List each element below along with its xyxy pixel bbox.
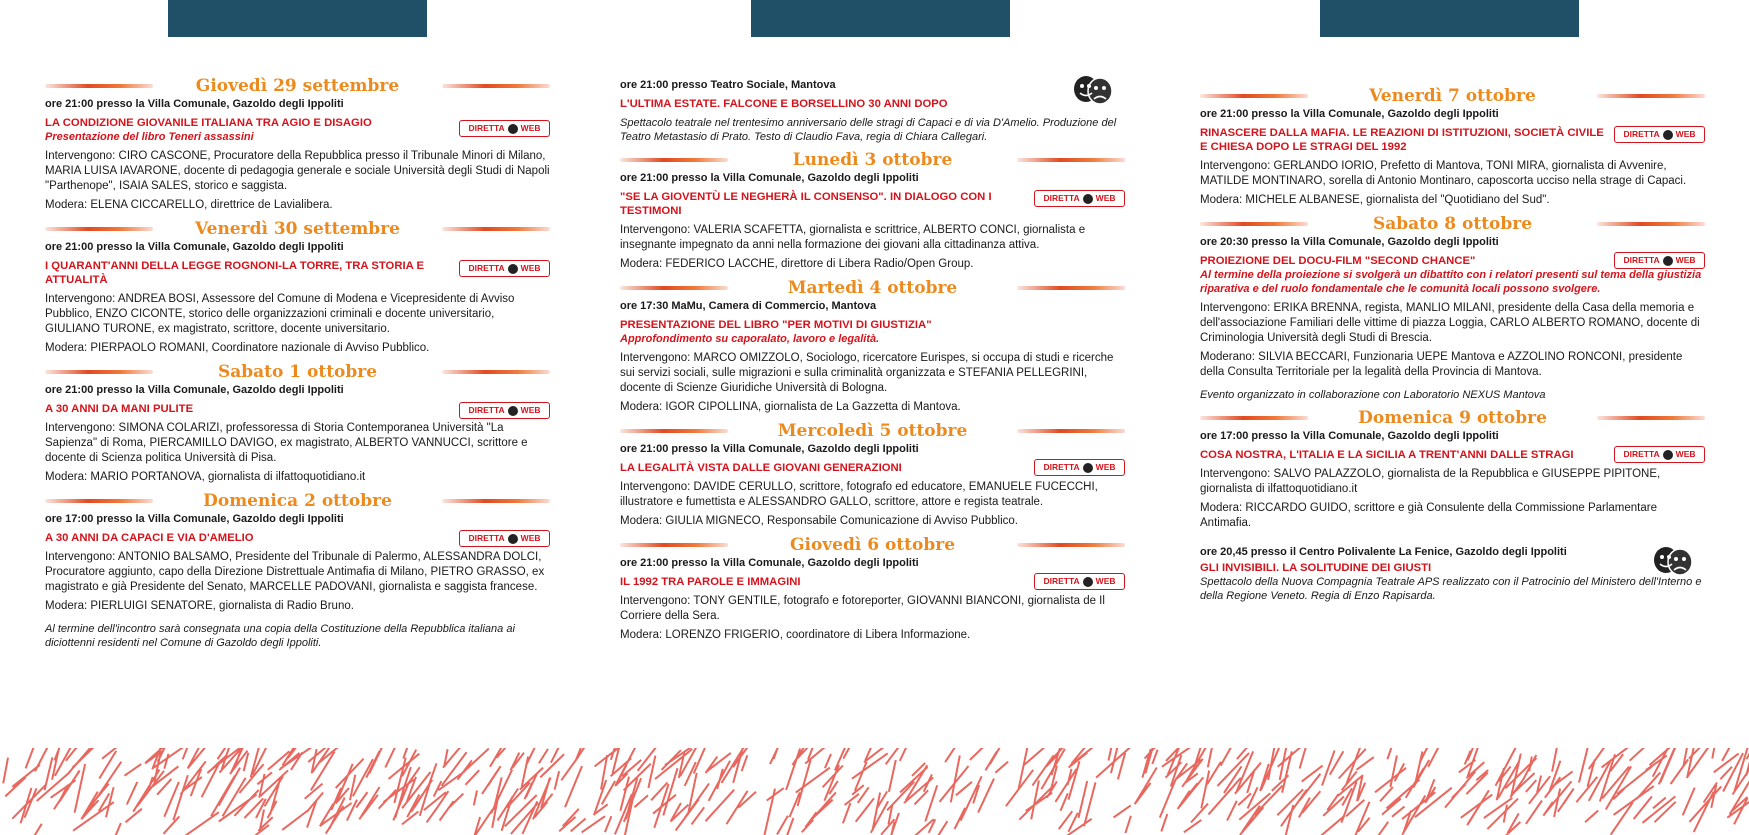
event-speakers: Intervengono: VALERIA SCAFETTA, giornalista e scrittrice, ALBERTO CONCI, giornalista e insegnante impegnato da anni nella formazione dei giovani alla cittadinanza attiva. [620, 224, 1086, 251]
column-left [45, 76, 550, 656]
event-3-ottobre [620, 150, 1125, 272]
event-day: Martedì 4 ottobre [787, 278, 958, 298]
event-speakers: Intervengono: TONY GENTILE, fotografo e fotoreporter, GIOVANNI BIANCONI, giornalista de Il Corriere della Sera. [620, 595, 1105, 622]
event-note: Evento organizzato in collaborazione con Laboratorio NEXUS Mantova [1200, 389, 1546, 401]
column-right [1200, 86, 1705, 609]
event-4-ottobre [620, 278, 1125, 415]
event-subtitle: Approfondimento su caporalato, lavoro e legalità. [620, 333, 880, 345]
live-web-badge: DIRETTA WEB [1614, 126, 1705, 143]
live-web-badge: DIRETTA WEB [1034, 573, 1125, 590]
event-where: ore 21:00 presso la Villa Comunale, Gazoldo degli Ippoliti [620, 557, 919, 569]
event-day: Sabato 8 ottobre [1372, 214, 1533, 234]
event-speakers: Intervengono: ERIKA BRENNA, regista, MANLIO MILANI, presidente della Casa della memoria e dell'associazione Familiari delle vittime di piazza Loggia, CARLO ALBERTO ROMANO, docente di Criminologia Università degli Studi di Brescia. [1200, 302, 1700, 344]
live-web-badge: DIRETTA WEB [459, 120, 550, 137]
event-moderator: Modera: MARIO PORTANOVA, giornalista di ilfattoquotidiano.it [45, 471, 366, 483]
event-8-ottobre [1200, 214, 1705, 402]
event-title: COSA NOSTRA, L'ITALIA E LA SICILIA A TRENT'ANNI DALLE STRAGI [1200, 449, 1574, 461]
event-title: LA CONDIZIONE GIOVANILE ITALIANA TRA AGIO E DISAGIO [45, 117, 372, 129]
event-where: ore 17:30 MaMu, Camera di Commercio, Mantova [620, 300, 877, 312]
event-subtitle: Presentazione del libro Teneri assassini [45, 131, 254, 143]
event-speakers: Intervengono: SIMONA COLARIZI, professoressa di Storia Contemporanea Università "La Sapienza" di Roma, PIERCAMILLO DAVIGO, ex magistrato, ALBERTO VANNUCCI, scrittore e docente di Scienza politica Università di Pisa. [45, 422, 528, 464]
event-6-ottobre [620, 535, 1125, 643]
event-speakers: Intervengono: SALVO PALAZZOLO, giornalista de la Repubblica e GIUSEPPE PIPITONE, giornalista di ilfattoquotidiano.it [1200, 468, 1661, 495]
event-30-settembre [45, 219, 550, 356]
event-note: Al termine dell'incontro sarà consegnata una copia della Costituzione della Repubblica italiana ai diciottenni residenti nel Comune di Gazoldo degli Ippoliti. [45, 623, 515, 649]
header-tab-left [168, 0, 427, 37]
event-5-ottobre [620, 421, 1125, 529]
event-7-ottobre [1200, 86, 1705, 208]
event-where: ore 20,45 presso il Centro Polivalente La Fenice, Gazoldo degli Ippoliti [1200, 546, 1567, 558]
event-moderator: Modera: GIULIA MIGNECO, Responsabile Comunicazione di Avviso Pubblico. [620, 515, 1019, 527]
event-speakers: Intervengono: MARCO OMIZZOLO, Sociologo, ricercatore Eurispes, si occupa di studi e ricerche sui servizi sociali, sulle migrazioni e sulla criminalità organizzata e STEFANIA PELLEGRINI, docente di Scienze Giuridiche Università di Bologna. [620, 352, 1114, 394]
event-day: Venerdì 30 settembre [195, 219, 400, 239]
event-title: I QUARANT'ANNI DELLA LEGGE ROGNONI-LA TORRE, TRA STORIA E ATTUALITÀ [45, 260, 425, 286]
event-moderator: Modera: PIERLUIGI SENATORE, giornalista di Radio Bruno. [45, 600, 354, 612]
live-web-badge: DIRETTA WEB [459, 530, 550, 547]
event-day: Giovedì 29 settembre [195, 76, 400, 96]
event-title: PROIEZIONE DEL DOCU-FILM "SECOND CHANCE" [1200, 255, 1476, 267]
hatch-strokes [3, 748, 1749, 835]
event-where: ore 21:00 presso la Villa Comunale, Gazoldo degli Ippoliti [620, 443, 919, 455]
event-moderator: Modera: IGOR CIPOLLINA, giornalista de La Gazzetta di Mantova. [620, 401, 961, 413]
event-day: Giovedì 6 ottobre [789, 535, 956, 555]
live-web-badge: DIRETTA WEB [1614, 446, 1705, 463]
event-moderator: Modera: ELENA CICCARELLO, direttrice de Lavialibera. [45, 199, 333, 211]
event-where: ore 17:00 presso la Villa Comunale, Gazoldo degli Ippoliti [1200, 430, 1499, 442]
event-where: ore 17:00 presso la Villa Comunale, Gazoldo degli Ippoliti [45, 513, 344, 525]
event-speakers: Intervengono: CIRO CASCONE, Procuratore della Repubblica presso il Tribunale Minori di Milano, MARIA LUISA IAVARONE, docente di pedagogia generale e sociale Università degli Studi di Napoli "Parthenope", ISAIA SALES, storico e saggista. [45, 150, 550, 192]
column-center [620, 78, 1125, 649]
event-1-ottobre [45, 362, 550, 485]
event-day: Domenica 2 ottobre [203, 491, 392, 511]
event-where: ore 21:00 presso la Villa Comunale, Gazoldo degli Ippoliti [45, 98, 344, 110]
event-speakers: Intervengono: DAVIDE CERULLO, scrittore, fotografo ed educatore, EMANUELE FUCECCHI, illustratore e fumettista e ALESSANDRO GALLO, scrittore, attore e regista teatrale. [620, 481, 1098, 508]
event-day: Sabato 1 ottobre [217, 362, 378, 382]
event-moderator: Modera: FEDERICO LACCHE, direttore di Libera Radio/Open Group. [620, 258, 974, 270]
decorative-hatching-band [0, 748, 1749, 835]
event-teatro-sociale [620, 78, 1125, 144]
event-subtitle: Al termine della proiezione si svolgerà un dibattito con i relatori presenti sul tema della giustizia riparativa e del ruolo fondamentale che le comunità locali possono svolgere. [1200, 269, 1702, 295]
event-title: IL 1992 TRA PAROLE E IMMAGINI [620, 576, 801, 588]
event-where: ore 21:00 presso la Villa Comunale, Gazoldo degli Ippoliti [45, 384, 344, 396]
live-web-badge: DIRETTA WEB [1034, 190, 1125, 207]
event-where: ore 21:00 presso la Villa Comunale, Gazoldo degli Ippoliti [45, 241, 344, 253]
live-web-badge: DIRETTA WEB [1034, 459, 1125, 476]
theatre-masks-icon [1651, 543, 1695, 579]
event-title: L'ULTIMA ESTATE. FALCONE E BORSELLINO 30 ANNI DOPO [620, 98, 948, 110]
event-title: A 30 ANNI DA MANI PULITE [45, 403, 194, 415]
live-web-badge: DIRETTA WEB [1614, 252, 1705, 269]
event-title: GLI INVISIBILI. LA SOLITUDINE DEI GIUSTI [1200, 562, 1432, 574]
theatre-masks-icon [1071, 72, 1115, 108]
header-tab-right [1320, 0, 1579, 37]
event-where: ore 20:30 presso la Villa Comunale, Gazoldo degli Ippoliti [1200, 236, 1499, 248]
event-speakers: Intervengono: ANDREA BOSI, Assessore del Comune di Modena e Vicepresidente di Avviso Pubblico, ENZO CICONTE, storico delle organizzazioni criminali e docente universitario, GIULIANO TURONE, ex magistrato, scrittore, docente universitario. [45, 293, 515, 335]
event-title: PRESENTAZIONE DEL LIBRO "PER MOTIVI DI GIUSTIZIA" [620, 319, 932, 331]
event-moderator: Moderano: SILVIA BECCARI, Funzionaria UEPE Mantova e AZZOLINO RONCONI, presidente della Consulta Territoriale per la legalità della Provincia di Mantova. [1200, 351, 1683, 378]
event-2-ottobre [45, 491, 550, 650]
event-where: ore 21:00 presso la Villa Comunale, Gazoldo degli Ippoliti [1200, 108, 1499, 120]
event-speakers: Intervengono: GERLANDO IORIO, Prefetto di Mantova, TONI MIRA, giornalista di Avvenire, MATILDE MONTINARO, sorella di Antonio Montinaro, caposcorta ucciso nella strage di Capaci. [1200, 160, 1687, 187]
event-moderator: Modera: LORENZO FRIGERIO, coordinatore di Libera Informazione. [620, 629, 971, 641]
event-where: ore 21:00 presso la Villa Comunale, Gazoldo degli Ippoliti [620, 172, 919, 184]
event-moderator: Modera: MICHELE ALBANESE, giornalista del "Quotidiano del Sud". [1200, 194, 1550, 206]
event-title: LA LEGALITÀ VISTA DALLE GIOVANI GENERAZIONI [620, 462, 902, 474]
event-day: Lunedì 3 ottobre [792, 150, 953, 170]
event-title: "SE LA GIOVENTÙ LE NEGHERÀ IL CONSENSO". IN DIALOGO CON I TESTIMONI [620, 191, 992, 217]
header-tab-center [751, 0, 1010, 37]
event-day: Mercoledì 5 ottobre [777, 421, 968, 441]
event-speakers: Intervengono: ANTONIO BALSAMO, Presidente del Tribunale di Palermo, ALESSANDRA DOLCI, Procuratore aggiunto, capo della Direzione Distrettuale Antimafia di Milano, PIETRO GRASSO, ex magistrato e già Presidente del Senato, MARCELLE PADOVANI, giornalista e saggista francese. [45, 551, 545, 593]
event-day: Domenica 9 ottobre [1358, 408, 1547, 428]
event-day: Venerdì 7 ottobre [1369, 86, 1536, 106]
event-moderator: Modera: PIERPAOLO ROMANI, Coordinatore nazionale di Avviso Pubblico. [45, 342, 430, 354]
event-description: Spettacolo della Nuova Compagnia Teatrale APS realizzato con il Patrocinio del Ministero dell'Interno e della Regione Veneto. Regia di Enzo Rapisarda. [1200, 576, 1702, 602]
event-title: A 30 ANNI DA CAPACI E VIA D'AMELIO [45, 532, 254, 544]
event-la-fenice [1200, 545, 1705, 603]
event-9-ottobre [1200, 408, 1705, 531]
event-where: ore 21:00 presso Teatro Sociale, Mantova [620, 79, 836, 91]
live-web-badge: DIRETTA WEB [459, 402, 550, 419]
event-title: RINASCERE DALLA MAFIA. LE REAZIONI DI ISTITUZIONI, SOCIETÀ CIVILE E CHIESA DOPO LE STRAGI DEL 1992 [1200, 127, 1604, 153]
event-description: Spettacolo teatrale nel trentesimo anniversario delle stragi di Capaci e di via D'Amelio. Produzione del Teatro Metastasio di Prato. Testo di Claudio Fava, regia di Chiara Callegari. [620, 117, 1117, 143]
event-29-settembre [45, 76, 550, 213]
live-web-badge: DIRETTA WEB [459, 260, 550, 277]
event-moderator: Modera: RICCARDO GUIDO, scrittore e già Consulente della Commissione Parlamentare Antimafia. [1200, 502, 1657, 529]
